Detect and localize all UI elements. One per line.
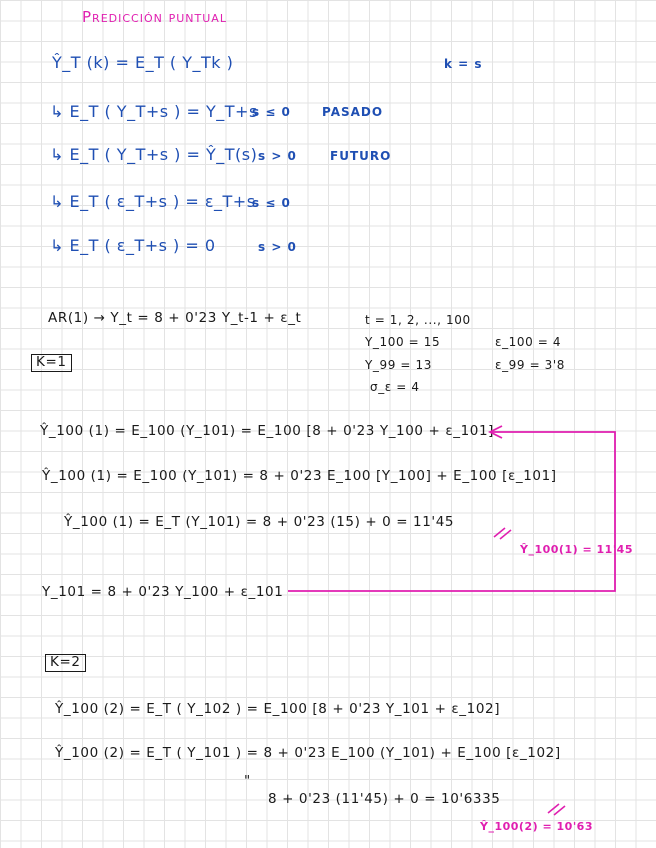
rule-cond-3: s ≤ 0 bbox=[252, 196, 291, 210]
k-note: k = s bbox=[444, 57, 483, 71]
k2-line-2: Ŷ_100 (2) = E_T ( Y_101 ) = 8 + 0'23 E_100 (Y_101) + E_100 [ε_102] bbox=[55, 745, 561, 761]
rule-cond-1: s ≤ 0 bbox=[252, 105, 291, 119]
k2-line-1: Ŷ_100 (2) = E_T ( Y_102 ) = E_100 [8 + 0'23 Y_101 + ε_102] bbox=[55, 701, 501, 717]
k1-line-1: Ŷ_100 (1) = E_100 (Y_101) = E_100 [8 + 0'23 Y_100 + ε_101] bbox=[40, 423, 494, 439]
rule-label-2: FUTURO bbox=[330, 149, 392, 163]
connector-arrow-icon bbox=[288, 426, 615, 591]
section-k1-label: K=1 bbox=[31, 354, 72, 372]
k2-result: Ŷ_100(2) = 10'63 bbox=[480, 820, 593, 833]
rule-expr-4: ↳ E_T ( ε_T+s ) = 0 bbox=[50, 236, 216, 255]
k1-line-4: Y_101 = 8 + 0'23 Y_100 + ε_101 bbox=[42, 584, 284, 600]
result-tick-k1-icon bbox=[494, 528, 511, 539]
connector-line bbox=[288, 432, 615, 591]
rule-cond-2: s > 0 bbox=[258, 149, 297, 163]
k1-result: Ŷ_100(1) = 11'45 bbox=[520, 543, 633, 556]
k1-line-3: Ŷ_100 (1) = E_T (Y_101) = 8 + 0'23 (15) + 0 = 11'45 bbox=[64, 514, 455, 530]
model-equation: AR(1) → Y_t = 8 + 0'23 Y_t-1 + ε_t bbox=[48, 310, 302, 326]
rule-label-1: PASADO bbox=[322, 105, 384, 119]
model-e100: ε_100 = 4 bbox=[495, 335, 562, 349]
model-y100: Y_100 = 15 bbox=[365, 335, 441, 349]
rule-expr-1: ↳ E_T ( Y_T+s ) = Y_T+s bbox=[50, 102, 258, 121]
model-e99: ε_99 = 3'8 bbox=[495, 358, 566, 372]
section-k2-label: K=2 bbox=[45, 654, 86, 672]
model-range: t = 1, 2, ..., 100 bbox=[365, 313, 471, 327]
model-sigma: σ_ε = 4 bbox=[370, 380, 420, 394]
model-y99: Y_99 = 13 bbox=[365, 358, 432, 372]
rule-cond-4: s > 0 bbox=[258, 240, 297, 254]
k2-ditto: " bbox=[244, 773, 251, 789]
k2-line-3: 8 + 0'23 (11'45) + 0 = 10'6335 bbox=[268, 791, 501, 807]
header-formula: Ŷ_T (k) = E_T ( Y_Tk ) bbox=[52, 53, 234, 72]
k1-line-2: Ŷ_100 (1) = E_100 (Y_101) = 8 + 0'23 E_100 [Y_100] + E_100 [ε_101] bbox=[42, 468, 557, 484]
page-title: Predicción puntual bbox=[82, 8, 227, 26]
rule-expr-2: ↳ E_T ( Y_T+s ) = Ŷ_T(s) bbox=[50, 145, 258, 164]
rule-expr-3: ↳ E_T ( ε_T+s ) = ε_T+s bbox=[50, 192, 256, 211]
result-tick-k2-icon bbox=[548, 804, 565, 815]
